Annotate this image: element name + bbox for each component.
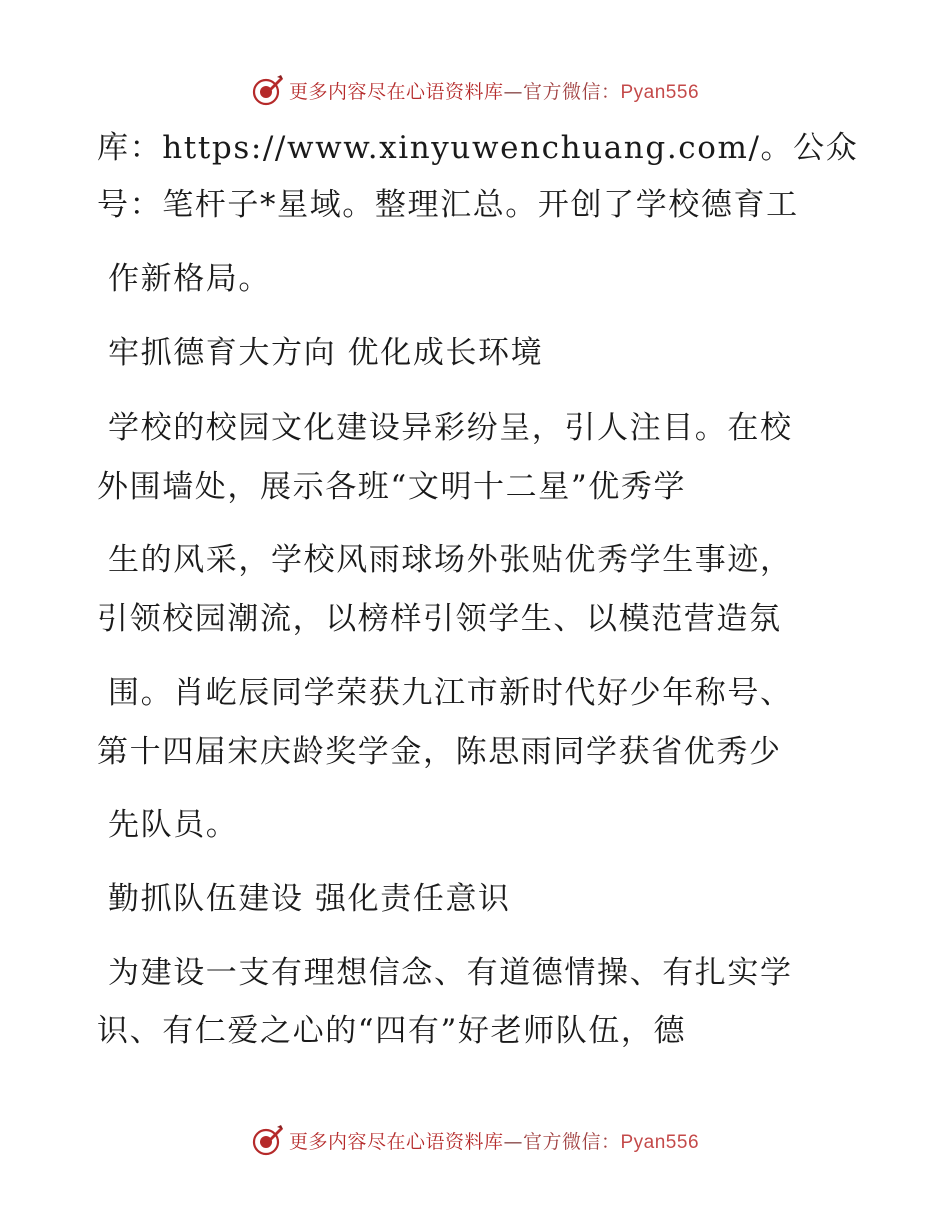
text-line: 作新格局。	[108, 261, 271, 297]
section-heading: 勤抓队伍建设 强化责任意识	[108, 881, 511, 917]
banner-text	[289, 77, 699, 104]
text-line: 外围墙处，展示各班“文明十二星”优秀学	[97, 469, 687, 505]
text-line: 库：https://www.xinyuwenchuang.com/。公众	[97, 130, 859, 166]
text-line: 号：笔杆子*星域。整理汇总。开创了学校德育工	[97, 187, 799, 223]
pen-nib-logo-icon	[251, 1123, 285, 1157]
text-line: 引领校园潮流，以榜样引领学生、以模范营造氛	[97, 601, 782, 637]
banner-main-text: 更多内容尽在心语资料库	[288, 1130, 504, 1153]
text-line: 围。肖屹辰同学荣获九江市新时代好少年称号、	[108, 675, 793, 711]
text-line: 第十四届宋庆龄奖学金，陈思雨同学获省优秀少	[97, 734, 782, 770]
section-heading: 牢抓德育大方向 优化成长环境	[108, 335, 544, 371]
text-line: 识、有仁爱之心的“四有”好老师队伍，德	[97, 1013, 687, 1049]
banner-wechat-label: 官方微信：	[522, 80, 621, 103]
header-banner	[0, 70, 950, 110]
banner-wechat-label: 官方微信：	[522, 1130, 621, 1153]
footer-banner	[0, 1120, 950, 1160]
text-line: 学校的校园文化建设异彩纷呈，引人注目。在校	[108, 410, 793, 446]
text-line: 为建设一支有理想信念、有道德情操、有扎实学	[108, 955, 793, 991]
banner-dash: —	[503, 1130, 523, 1153]
banner-main-text: 更多内容尽在心语资料库	[288, 80, 504, 103]
text-line: 先队员。	[108, 807, 239, 843]
banner-account: Pyan556	[620, 1131, 700, 1153]
banner-dash: —	[503, 80, 523, 103]
banner-text	[289, 1127, 699, 1154]
text-line: 生的风采，学校风雨球场外张贴优秀学生事迹，	[108, 542, 793, 578]
pen-nib-logo-icon	[251, 73, 285, 107]
banner-account: Pyan556	[620, 81, 700, 103]
